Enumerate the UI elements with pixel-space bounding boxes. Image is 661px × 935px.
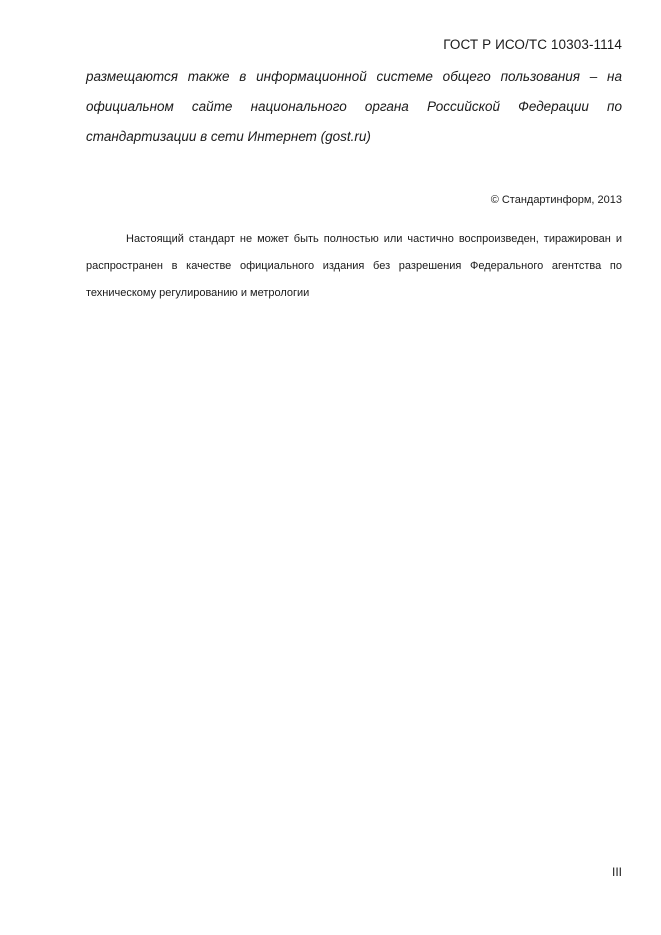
notice-line-1: Настоящий стандарт не может быть полностью или частично воспроизведен, тиражирован и <box>126 233 622 245</box>
copyright-notice: © Стандартинформ, 2013 <box>490 194 622 206</box>
intro-line-1: размещаются также в информационной системе общего пользования – на <box>86 69 622 84</box>
notice-line-2: распространен в качестве официального издания без разрешения Федерального агентства по <box>86 260 622 272</box>
notice-line-3: техническому регулированию и метрологии <box>86 287 310 299</box>
document-code: ГОСТ Р ИСО/ТС 10303-1114 <box>443 37 622 52</box>
intro-line-3: стандартизации в сети Интернет (gost.ru) <box>86 129 371 144</box>
intro-line-2: официальном сайте национального органа Российской Федерации по <box>86 99 622 114</box>
reproduction-notice <box>86 226 622 307</box>
page-number: III <box>611 865 622 879</box>
intro-paragraph <box>86 62 622 152</box>
